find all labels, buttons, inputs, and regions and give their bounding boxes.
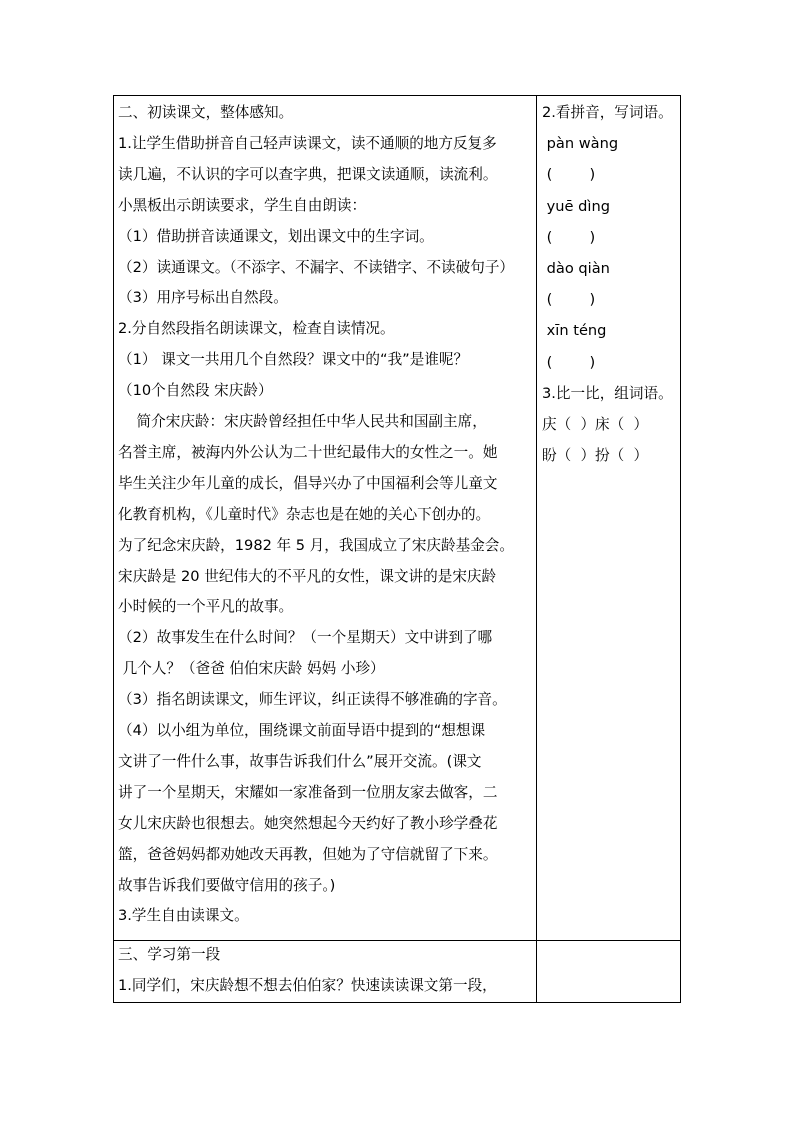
text-line: ( ) [542,353,596,371]
text-line: 3.学生自由读课文。 [118,907,249,925]
text-line: （2）故事发生在什么时间？（一个星期天）文中讲到了哪 [118,629,493,647]
text-line: （3）用序号标出自然段。 [118,289,288,307]
text-line: 1.同学们，宋庆龄想不想去伯伯家？快速读读课文第一段， [118,977,497,994]
text-line: 小时候的一个平凡的故事。 [118,598,294,616]
text-line: 读几遍，不认识的字可以查字典，把课文读通顺，读流利。 [118,165,498,183]
text-line: 盼（ ）扮（ ） [542,447,649,465]
text-line: （1）借助拼音读通课文，划出课文中的生字词。 [118,227,434,245]
text-line: （4）以小组为单位，围绕课文前面导语中提到的“想想课 [118,722,486,739]
text-line: 三、学习第一段 [118,946,221,963]
text-line: pàn wàng [542,135,619,153]
text-line: （3）指名朗读课文，师生评议，纠正读得不够准确的字音。 [118,691,507,709]
text-line: 二、初读课文，整体感知。 [118,104,294,121]
text-line: （2）读通课文。（不添字、不漏字、不读错字、不读破句子） [118,258,515,276]
text-line: 3.比一比，组词语。 [542,384,673,402]
text-line: 文讲了一件什么事，故事告诉我们什么”展开交流。(课文 [118,752,482,770]
text-line: 1.让学生借助拼音自己轻声读课文，读不通顺的地方反复多 [118,134,497,152]
text-line: 毕生关注少年儿童的成长，倡导兴办了中国福利会等儿童文 [118,474,498,492]
text-line: （10个自然段 宋庆龄） [118,382,273,400]
text-line: 小黑板出示朗读要求，学生自由朗读： [118,196,367,214]
text-line: 故事告诉我们要做守信用的孩子。) [118,876,336,894]
row-divider [113,940,681,941]
text-line: 宋庆龄是 20 世纪伟大的不平凡的女性，课文讲的是宋庆龄 [118,567,497,585]
table-border-top [113,95,681,96]
text-line: 2.分自然段指名朗读课文，检查自读情况。 [118,320,395,338]
text-line: xīn téng [542,322,607,340]
text-line: 简介宋庆龄：宋庆龄曾经担任中华人民共和国副主席， [118,413,487,430]
text-line: （1） 课文一共用几个自然段？课文中的“我”是谁呢？ [118,351,469,369]
text-line: 讲了一个星期天，宋耀如一家准备到一位朋友家去做客，二 [118,783,498,801]
text-line: 名誉主席，被海内外公认为二十世纪最伟大的女性之一。她 [118,443,498,461]
text-line: 化教育机构，《儿童时代》杂志也是在她的关心下创办的。 [118,505,491,523]
text-line: 为了纪念宋庆龄，1982 年 5 月，我国成立了宋庆龄基金会。 [118,536,515,554]
text-line: yuē dìng [542,197,610,215]
text-line: 几个人？（爸爸 伯伯宋庆龄 妈妈 小珍） [118,660,385,678]
text-line: ( ) [542,166,596,184]
text-line: ( ) [542,228,596,246]
text-line: 篮，爸爸妈妈都劝她改天再教，但她为了守信就留了下来。 [118,845,498,863]
column-divider [536,95,537,1003]
text-line: ( ) [542,291,596,309]
table-border-right [680,95,681,1003]
text-line: 2.看拼音，写词语。 [542,104,673,121]
text-line: dào qiàn [542,260,610,277]
table-border-left [113,95,114,1003]
text-line: 女儿宋庆龄也很想去。她突然想起今天约好了教小珍学叠花 [118,814,498,832]
text-line: 庆（ ）床（ ） [542,416,649,433]
table-border-bottom [113,1002,681,1003]
